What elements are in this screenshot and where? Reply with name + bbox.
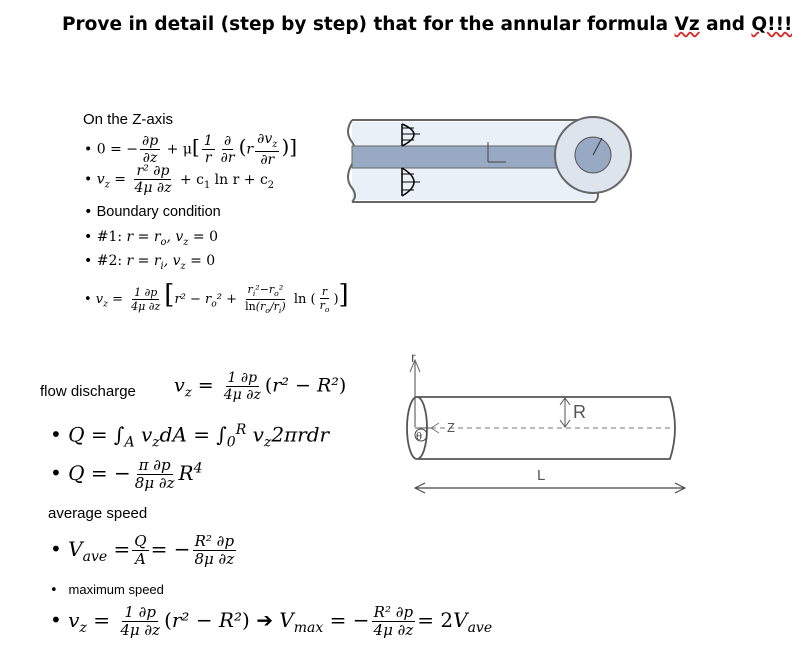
title-text: Prove in detail (step by step) that for the annular formula: [62, 14, 675, 35]
q-eq1: • $Q = \int_A$ $v_zdA = \int_0^R$ $v_z2\pi rdr$: [50, 422, 330, 451]
page-title: [62, 14, 792, 35]
annular-heading: On the Z-axis: [83, 111, 174, 128]
diagram-L: L: [537, 467, 546, 484]
q-eq2: • Q = − $\frac{\pi \partial p}{8\mu \partial z}$ $R^4$: [50, 456, 203, 492]
diagram-r: r: [411, 349, 416, 365]
diagram-R: R: [573, 402, 586, 422]
pipe-vz-eq: $v_z$ = $\frac{1 \partial p}{4\mu \partial z}$ (r² − R²): [174, 370, 347, 403]
maximum-speed-label: • maximum speed: [50, 582, 164, 598]
diagram-z: Z: [447, 420, 455, 435]
vmax-eq: • $v_z$ = $\frac{1 \partial p}{4\mu \partial z}$ (r² − R²) ➔ $V_{max}$ = − $\frac{\text{R² ∂p}}{4\mu \partial z}$ = $2V_{ave}$: [50, 603, 493, 639]
boundary-condition: • Boundary condition: [84, 204, 221, 220]
diagram-theta: θ: [416, 432, 423, 443]
average-speed-label: average speed: [48, 505, 148, 522]
annular-eq3: • $v_z$ = $\frac{1 \partial p}{4\mu \partial z}$ [$r^2 - r_o^2$ + $\frac{r_i^2-r_o^2}{\ln(r_o/r_i)}$ ln ( $\frac{r}{r_o}$ )]: [84, 280, 349, 316]
annular-pipe-diagram: [340, 112, 640, 212]
vave-eq: • $V_{ave}$ = $\frac{Q}{A}$ = − $\frac{\text{R² ∂p}}{8\mu \partial z}$: [50, 532, 235, 568]
annular-eq2: • $v_z$ = $\frac{\text{r² ∂p}}{4\mu \partial z}$ + $c_1$ $\ln r + c_2$: [84, 163, 275, 196]
annular-eq1: • 0 = − $\frac{\partial p}{\partial z}$ + μ[ $\frac{1}{r}$ $\frac{\partial}{\partial r}$ (r $\frac{\partial v_z}{\partial r}$ )]: [84, 131, 298, 168]
flow-discharge-label: flow discharge: [40, 383, 136, 400]
bc1: • #1: $r = r_o$, $v_z = 0$: [84, 229, 218, 248]
title-q: Q!!!: [751, 14, 792, 35]
title-and: and: [699, 14, 752, 35]
bc2: • #2: $r = r_i$, $v_z = 0$: [84, 253, 216, 272]
title-vz: Vz: [674, 14, 700, 35]
pipe-diagram: [395, 349, 695, 497]
